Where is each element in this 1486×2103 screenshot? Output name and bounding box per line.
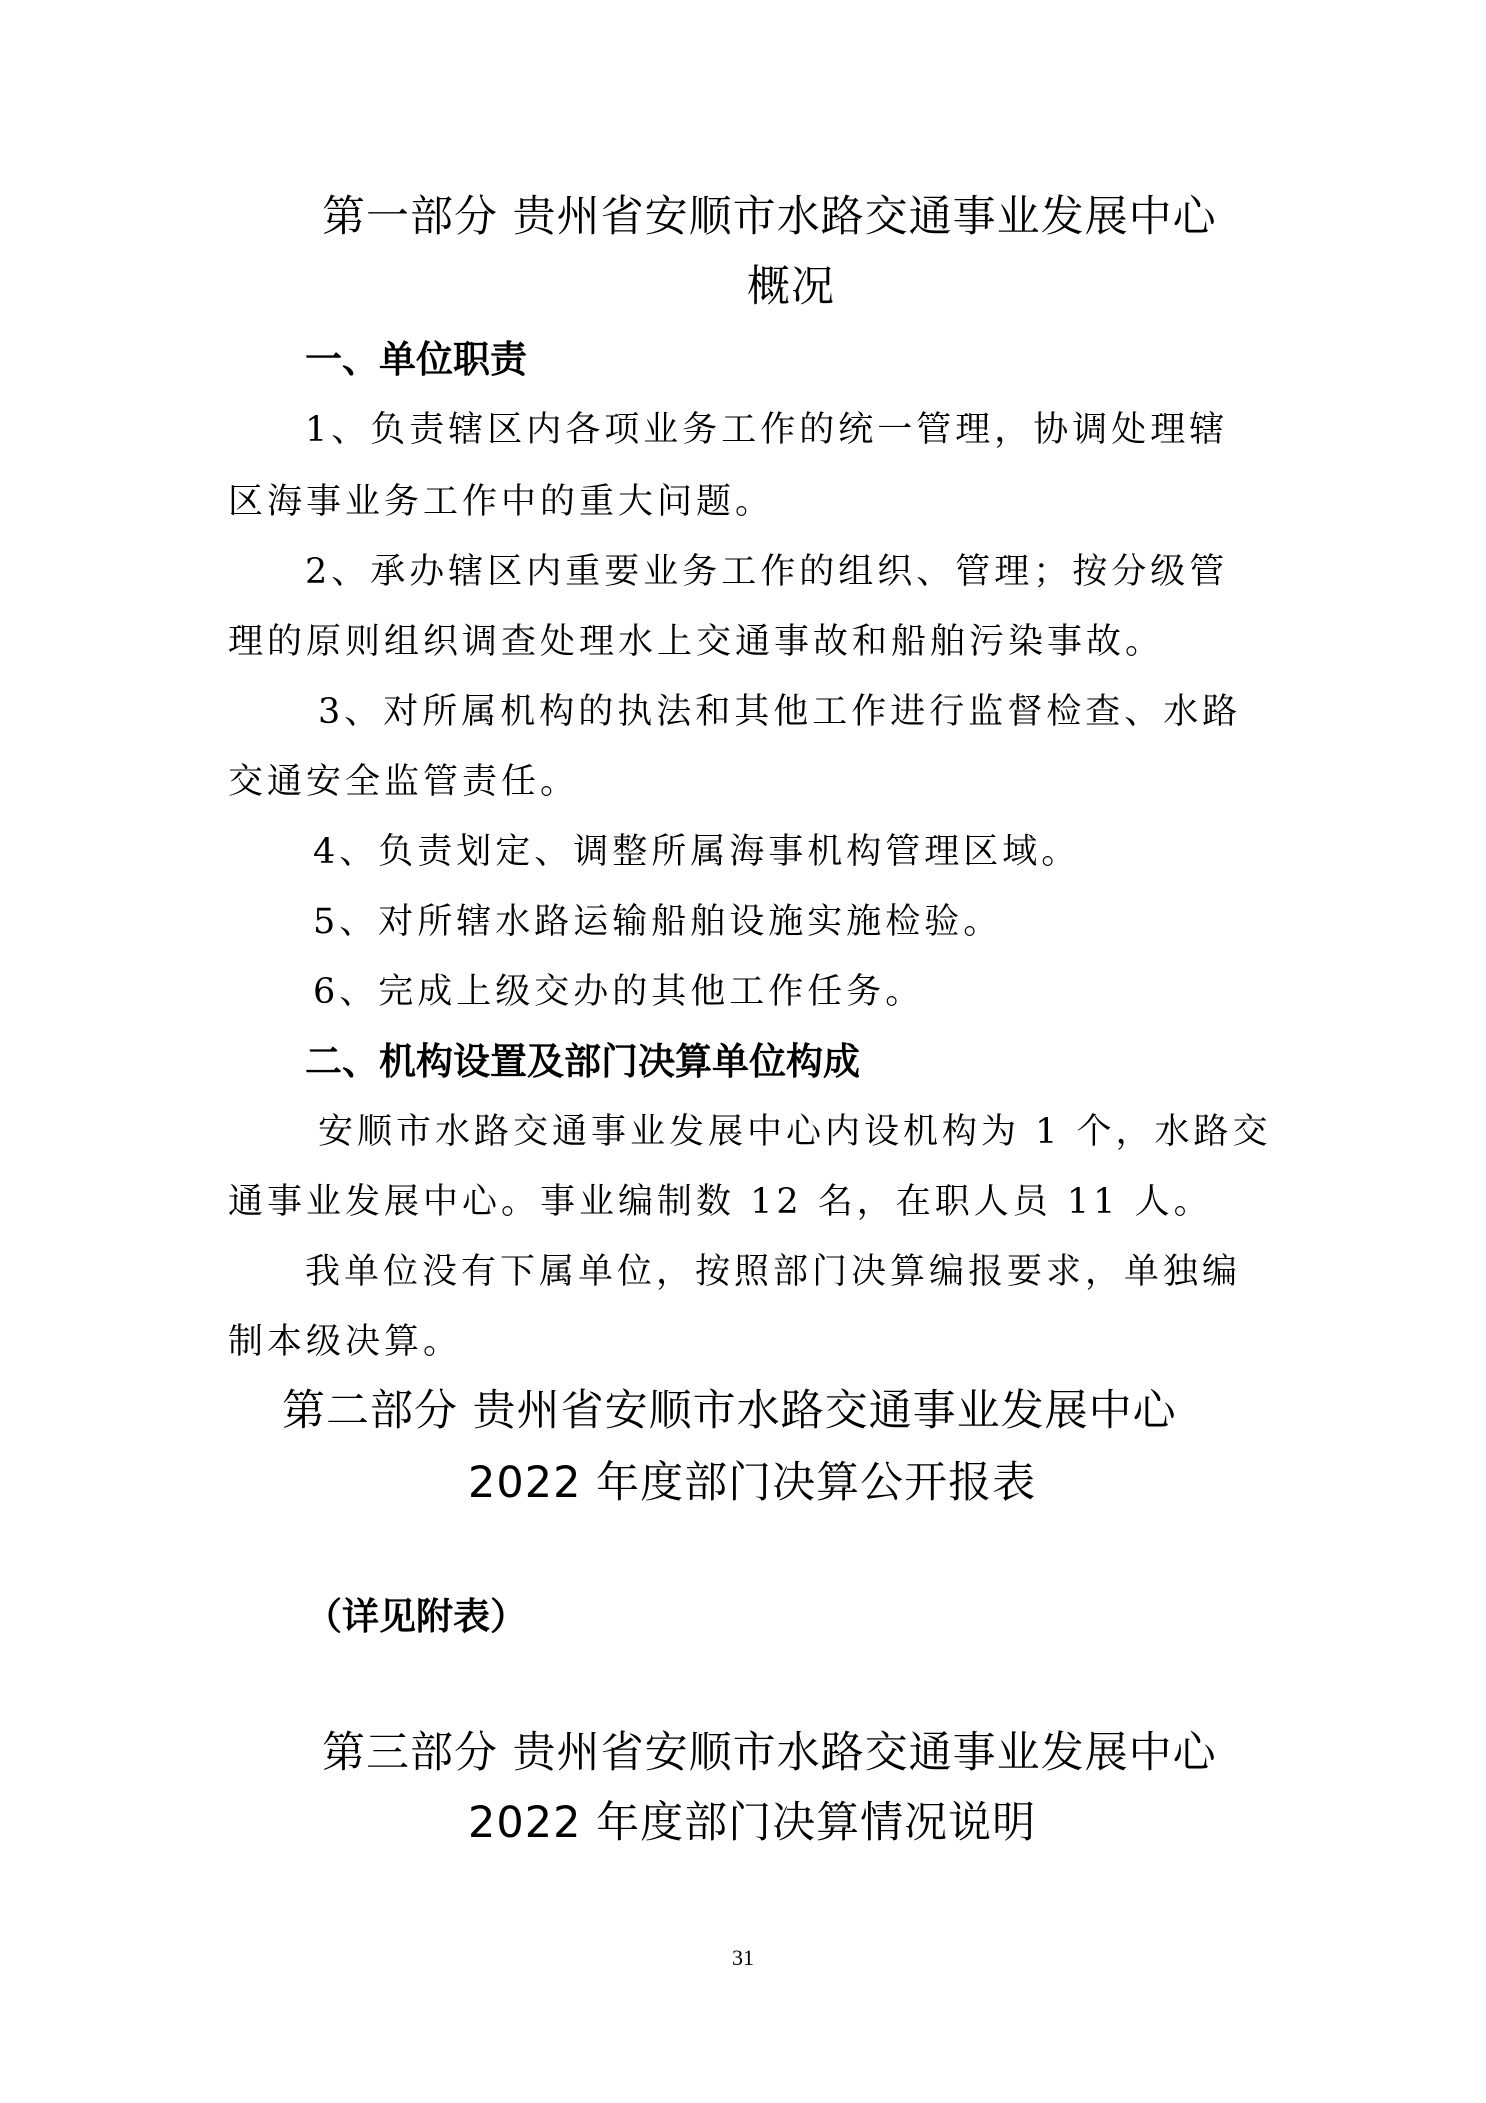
part1-title-line2: 概况: [747, 262, 835, 312]
section1-item5: 5、对所辖水路运输船舶设施实施检验。: [313, 902, 1003, 942]
part3-title-line2: 2022 年度部门决算情况说明: [468, 1798, 1037, 1848]
page-number: 31: [732, 1945, 754, 1970]
section1-item2-line1: 2、承办辖区内重要业务工作的组织、管理；按分级管: [305, 552, 1229, 592]
section1-item1-line1-text: 1、负责辖区内各项业务工作的统一管理，协调处理辖: [305, 410, 1229, 450]
section2-para1-line1: 安顺市水路交通事业发展中心内设机构为 1 个，水路交: [318, 1112, 1272, 1152]
part3-title-line1: 第三部分 贵州省安顺市水路交通事业发展中心: [322, 1728, 1217, 1778]
section2-para2-line1: 我单位没有下属单位，按照部门决算编报要求，单独编: [305, 1252, 1242, 1292]
part1-title-line1: 第一部分 贵州省安顺市水路交通事业发展中心: [322, 192, 1217, 242]
part2-note: （详见附表）: [305, 1595, 527, 1638]
section1-item3-line2: 交通安全监管责任。: [228, 762, 580, 802]
section1-item4: 4、负责划定、调整所属海事机构管理区域。: [313, 832, 1081, 872]
section1-item6: 6、完成上级交办的其他工作任务。: [313, 972, 925, 1012]
section2-heading: 二、机构设置及部门决算单位构成: [305, 1040, 860, 1083]
section1-heading: 一、单位职责: [305, 338, 527, 381]
section1-item2-line2: 理的原则组织调查处理水上交通事故和船舶污染事故。: [228, 622, 1165, 662]
section2-para2-line2: 制本级决算。: [228, 1322, 463, 1362]
section2-para1-line2: 通事业发展中心。事业编制数 12 名，在职人员 11 人。: [228, 1182, 1213, 1222]
part2-title-line2: 2022 年度部门决算公开报表: [468, 1458, 1037, 1508]
part2-title-line1: 第二部分 贵州省安顺市水路交通事业发展中心: [282, 1386, 1177, 1436]
section1-item1-line1: [305, 408, 1253, 452]
section1-item1-line2: 区海事业务工作中的重大问题。: [228, 482, 775, 522]
section1-item3-line1: 3、对所属机构的执法和其他工作进行监督检查、水路: [318, 692, 1242, 732]
